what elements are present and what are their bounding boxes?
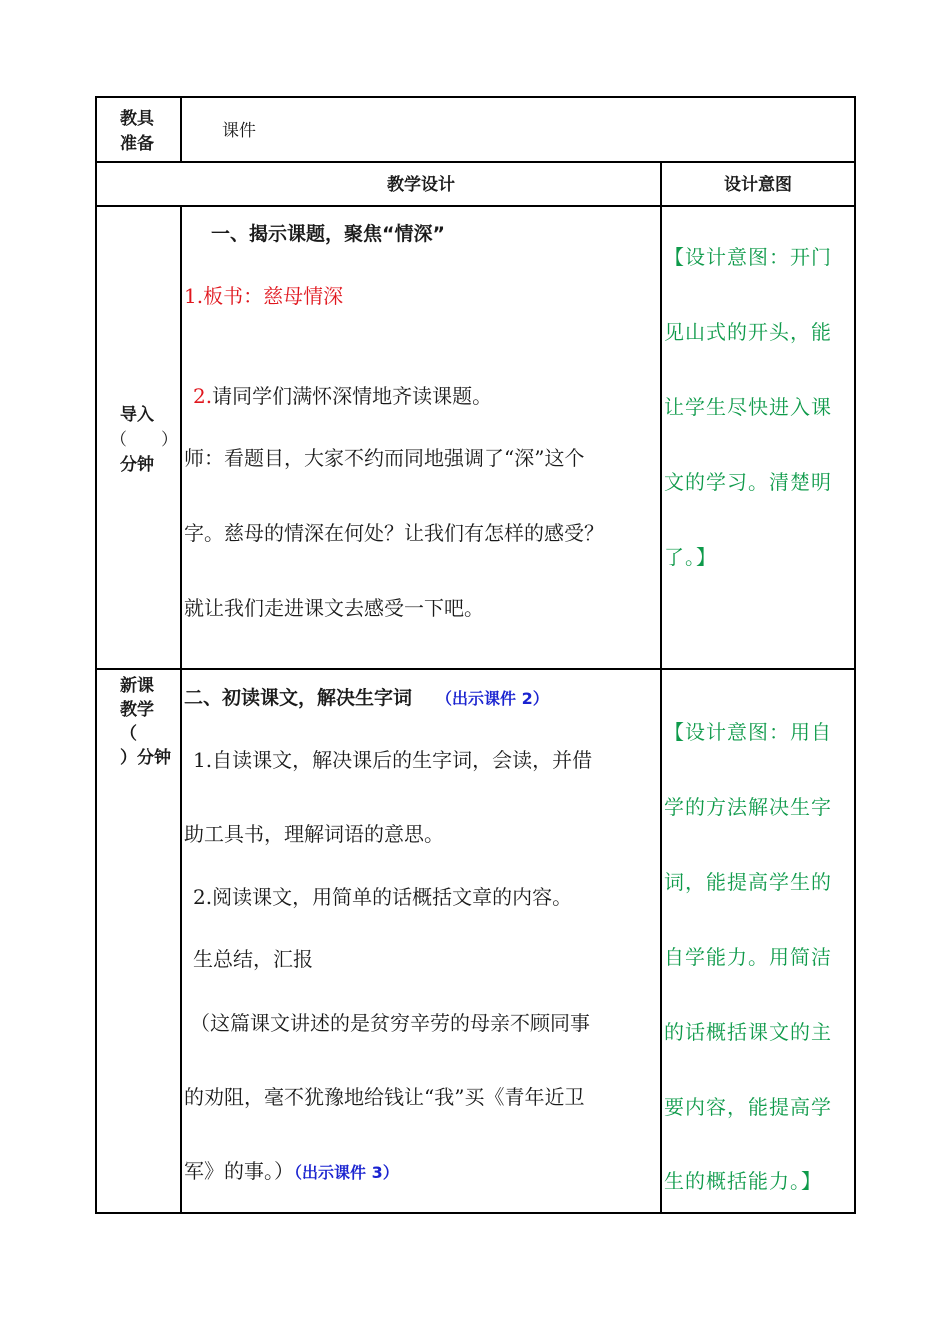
intro-teacher-line1: 师：看题目，大家不约而同地强调了“深”这个 — [184, 446, 585, 470]
table-col-divider-1a — [180, 96, 182, 163]
lesson-intent-line1: 【设计意图：用自 — [664, 720, 832, 744]
intro-item2-num: 2. — [193, 384, 213, 408]
header-intent: 设计意图 — [724, 175, 792, 195]
table-border-right — [854, 96, 856, 1214]
equipment-label-line1: 教具 — [120, 109, 154, 129]
lesson-student: 生总结，汇报 — [193, 947, 313, 971]
table-col-divider-2 — [660, 161, 662, 1214]
header-design: 教学设计 — [387, 175, 455, 195]
table-border-top — [95, 96, 856, 98]
intro-item2 — [193, 384, 492, 408]
lesson-summary-line2: 的劝阻，毫不犹豫地给钱让“我”买《青年近卫 — [184, 1085, 585, 1109]
intro-teacher-line2: 字。慈母的情深在何处？让我们有怎样的感受？ — [184, 521, 604, 545]
lesson-summary-line1: （这篇课文讲述的是贫穷辛劳的母亲不顾同事 — [190, 1011, 590, 1035]
lesson-intent-line4: 自学能力。用简洁 — [664, 945, 832, 969]
equipment-label-line2: 准备 — [120, 134, 154, 154]
lesson-label-line1: 新课 — [120, 676, 154, 696]
lesson-item2: 2.阅读课文，用简单的话概括文章的内容。 — [193, 885, 573, 909]
table-col-divider-1b — [180, 205, 182, 1214]
table-border-left — [95, 96, 97, 1214]
lesson-item1-line2: 助工具书，理解词语的意思。 — [184, 822, 444, 846]
intro-intent-line4: 文的学习。清楚明 — [664, 470, 832, 494]
intro-intent-line1: 【设计意图：开门 — [664, 245, 832, 269]
lesson-summary-line3-wrap — [184, 1159, 399, 1185]
lesson-heading: 二、初读课文，解决生字词 — [184, 687, 413, 709]
lesson-intent-line3: 词，能提高学生的 — [664, 870, 832, 894]
intro-intent-line5: 了。】 — [664, 545, 717, 569]
table-divider-2 — [95, 205, 856, 207]
lesson-intent-line6: 要内容，能提高学 — [664, 1095, 832, 1119]
intro-label-line1: 导入 — [120, 405, 154, 425]
equipment-value: 课件 — [222, 121, 256, 141]
intro-item2-text: 请同学们满怀深情地齐读课题。 — [212, 384, 493, 408]
intro-label-line3: 分钟 — [120, 455, 154, 475]
lesson-label-line2: 教学 — [120, 700, 154, 720]
lesson-intent-line2: 学的方法解决生字 — [664, 795, 832, 819]
lesson-label-line4: ）分钟 — [120, 748, 171, 768]
intro-teacher-line3: 就让我们走进课文去感受一下吧。 — [184, 596, 484, 620]
lesson-intent-line7: 生的概括能力。】 — [664, 1169, 822, 1193]
intro-label-line2: （ ） — [110, 430, 178, 450]
intro-intent-line2: 见山式的开头，能 — [664, 320, 832, 344]
lesson-summary-line3: 军》的事。） — [184, 1159, 294, 1183]
lesson-heading-line — [184, 685, 549, 711]
lesson-item1-line1: 1.自读课文，解决课后的生字词，会读，并借 — [193, 748, 593, 772]
intro-intent-line3: 让学生尽快进入课 — [664, 395, 832, 419]
table-divider-1 — [95, 161, 856, 163]
table-divider-3 — [95, 668, 856, 670]
intro-heading: 一、揭示课题，聚焦“情深” — [211, 223, 445, 245]
lesson-intent-line5: 的话概括课文的主 — [664, 1020, 832, 1044]
courseware-3-label: （出示课件 3） — [294, 1163, 399, 1182]
courseware-2-label: （出示课件 2） — [436, 689, 549, 708]
table-border-bottom — [95, 1212, 856, 1214]
lesson-label-line3: （ — [120, 724, 137, 744]
intro-item1: 1.板书：慈母情深 — [184, 284, 344, 308]
